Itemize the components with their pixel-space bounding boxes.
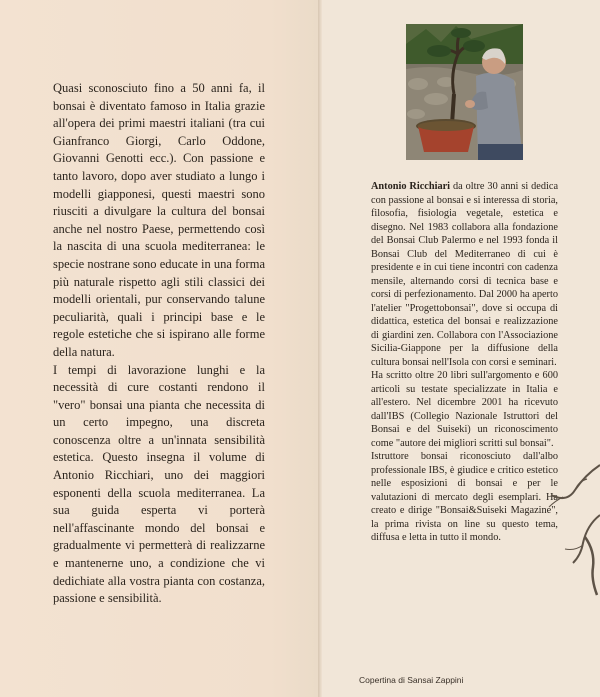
description-paragraph-1: Quasi sconosciuto fino a 50 anni fa, il bonsai è diventato famoso in Italia grazie all'opera dei primi maestri italiani (tra cui Gianfranco Giorgi, Carlo Oddone, Giovanni Genotti ecc.). Con passione e tanto lavoro, dopo aver studiato a lungo i modelli giapponesi, questi maestri sono riusciti a divulgare la cultura del bonsai anche nel nostro Paese, permettendo così la nascita di una scuola mediterranea: le specie nostrane sono educate in una forma più naturale rispetto agli stili classici dei modelli orientali, pur conservando talune peculiarità, quali i principi base e le regole estetiche che si ispirano alle forme della natura. bbox=[53, 81, 265, 359]
author-bio-paragraph-2: Ha scritto oltre 20 libri sull'argomento e 600 articoli su testate specializzate in Italia e all'estero. Nel dicembre 2001 ha ricevuto dall'IBS (Collegio Nazionale Istruttori del Bonsai e del Suiseki) un riconoscimento come "autore dei migliori scritti sul bonsai". bbox=[371, 370, 558, 449]
author-bio-paragraph-1 bbox=[371, 180, 558, 369]
author-photo bbox=[406, 24, 523, 160]
bonsai-branch-illustration bbox=[545, 455, 600, 600]
description-paragraph-2: I tempi di lavorazione lunghi e la necessità di cure costanti rendono il "vero" bonsai una pianta che necessita di un certo impegno, una discreta conoscenza oltre a un'innata sensibilità estetica. Questo insegna il volume di Antonio Ricchiari, uno dei maggiori esponenti della scuola mediterranea. La sua guida esperta vi porterà nell'affascinante mondo del bonsai e gradualmente vi permetterà di realizzarne e mantenerne uno, a condizione che vi dedichiate alla vostra pianta con costanza, passione e sensibilità. bbox=[53, 362, 265, 606]
author-bio bbox=[371, 180, 558, 545]
author-name: Antonio Ricchiari bbox=[371, 181, 451, 192]
author-bio-paragraph-3: Istruttore bonsai riconosciuto dall'albo professionale IBS, è giudice e critico estetico nelle esposizioni di bonsai e per le valutazioni di mercato degli esemplari. Ha creato e dirige "Bonsai&Suiseki Magazine", la prima rivista on line su questo tema, diffusa e letta in tutto il mondo. bbox=[371, 451, 558, 543]
cover-credit: Copertina di Sansai Zappini bbox=[359, 675, 464, 685]
author-photo-image bbox=[406, 24, 523, 160]
description-column bbox=[53, 80, 265, 608]
author-bio-paragraph-1-text: da oltre 30 anni si dedica con passione al bonsai e si interessa di storia, filosofia, fisiologia vegetale, estetica e disegno. Nel 1983 collabora alla fondazione del Bonsai Club Palermo e nel 1993 fonda il Bonsai Club del Mediterraneo di cui è presidente e in cui tiene incontri con cadenza mensile, alternando corsi di tecnica base e corsi di perfezionamento. Dal 2000 ha aperto l'atelier "Progettobonsai", dove si occupa di didattica, estetica del bonsai e realizzazione di giardini zen. Collabora con l'Associazione Sicilia-Giappone per la diffusione della cultura bonsai nell'Isola con corsi e seminari. bbox=[371, 181, 559, 368]
